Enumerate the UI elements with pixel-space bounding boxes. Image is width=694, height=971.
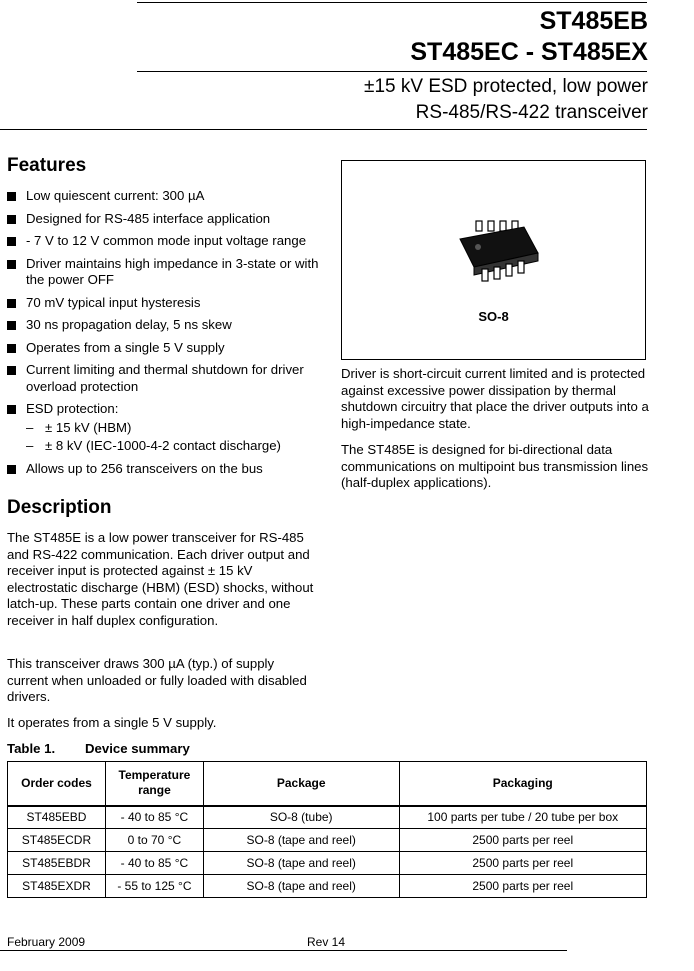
feature-subitem-text: ± 15 kV (HBM) bbox=[45, 419, 132, 435]
table-row bbox=[8, 806, 647, 829]
right-paragraph-2: The ST485E is designed for bi-directional data communications on multipoint bus transmission lines (half-duplex applications). bbox=[341, 442, 649, 490]
temperature-cell: 0 to 70 °C bbox=[105, 829, 203, 852]
square-bullet-icon bbox=[7, 321, 16, 330]
footer-date: February 2009 bbox=[7, 935, 86, 949]
header-top-rule bbox=[137, 2, 647, 3]
packaging-cell: 2500 parts per reel bbox=[399, 875, 647, 898]
package-cell: SO-8 (tape and reel) bbox=[203, 829, 399, 852]
square-bullet-icon bbox=[7, 366, 16, 375]
feature-text: Operates from a single 5 V supply bbox=[26, 339, 225, 355]
packaging-cell: 100 parts per tube / 20 tube per box bbox=[399, 806, 647, 829]
feature-text: Driver maintains high impedance in 3-state or with the power OFF bbox=[26, 255, 319, 287]
order-code-cell: ST485EXDR bbox=[8, 875, 106, 898]
description-paragraph-3: It operates from a single 5 V supply. bbox=[7, 715, 217, 730]
header-order-codes: Order codes bbox=[8, 762, 106, 806]
feature-text: 30 ns propagation delay, 5 ns skew bbox=[26, 317, 232, 332]
subtitle-line2: RS-485/RS-422 transceiver bbox=[415, 102, 648, 123]
feature-text: ESD protection: bbox=[26, 401, 119, 416]
table-caption bbox=[7, 741, 190, 756]
features-list bbox=[7, 188, 327, 483]
package-cell: SO-8 (tape and reel) bbox=[203, 852, 399, 875]
feature-subitem bbox=[26, 438, 327, 455]
so8-chip-icon bbox=[442, 217, 552, 287]
temperature-cell: - 40 to 85 °C bbox=[105, 852, 203, 875]
feature-item bbox=[7, 295, 327, 312]
feature-sublist bbox=[26, 420, 327, 455]
header-middle-rule bbox=[137, 71, 647, 72]
package-cell: SO-8 (tape and reel) bbox=[203, 875, 399, 898]
part-number-line2: ST485EC - ST485EX bbox=[410, 38, 648, 66]
feature-item bbox=[7, 340, 327, 357]
square-bullet-icon bbox=[7, 299, 16, 308]
table-caption-number: Table 1. bbox=[7, 741, 56, 756]
header-packaging: Packaging bbox=[399, 762, 647, 806]
packaging-cell: 2500 parts per reel bbox=[399, 829, 647, 852]
header-temperature-range: Temperature range bbox=[105, 762, 203, 806]
temperature-cell: - 55 to 125 °C bbox=[105, 875, 203, 898]
feature-item bbox=[7, 461, 327, 478]
feature-item bbox=[7, 188, 327, 205]
temperature-cell: - 40 to 85 °C bbox=[105, 806, 203, 829]
feature-subitem-text: ± 8 kV (IEC-1000-4-2 contact discharge) bbox=[45, 438, 281, 453]
square-bullet-icon bbox=[7, 344, 16, 353]
table-row bbox=[8, 829, 647, 852]
square-bullet-icon bbox=[7, 260, 16, 269]
square-bullet-icon bbox=[7, 215, 16, 224]
dash-bullet-icon: – bbox=[26, 438, 34, 453]
table-header-row bbox=[8, 762, 647, 806]
description-paragraph-2: This transceiver draws 300 µA (typ.) of supply current when unloaded or fully loaded with disabled drivers. bbox=[7, 656, 307, 704]
order-code-cell: ST485EBD bbox=[8, 806, 106, 829]
feature-text: - 7 V to 12 V common mode input voltage range bbox=[26, 233, 307, 248]
square-bullet-icon bbox=[7, 237, 16, 246]
packaging-cell: 2500 parts per reel bbox=[399, 852, 647, 875]
order-code-cell: ST485EBDR bbox=[8, 852, 106, 875]
feature-subitem bbox=[26, 420, 327, 437]
feature-item bbox=[7, 362, 327, 395]
table-row bbox=[8, 875, 647, 898]
device-summary-table bbox=[7, 761, 647, 898]
square-bullet-icon bbox=[7, 192, 16, 201]
subtitle-line1: ±15 kV ESD protected, low power bbox=[364, 76, 648, 97]
table-caption-title: Device summary bbox=[85, 741, 190, 756]
feature-item bbox=[7, 211, 327, 228]
header-package: Package bbox=[203, 762, 399, 806]
description-paragraph-1: The ST485E is a low power transceiver for RS-485 and RS-422 communication. Each driver output and receiver input is protected against ± 15 kV electrostatic discharge (HBM) (ESD) shocks, without latch-up. These parts contain one driver and one receiver in half duplex configuration. bbox=[7, 530, 314, 628]
feature-item bbox=[7, 317, 327, 334]
table-row bbox=[8, 852, 647, 875]
package-cell: SO-8 (tube) bbox=[203, 806, 399, 829]
feature-item bbox=[7, 233, 327, 250]
order-code-cell: ST485ECDR bbox=[8, 829, 106, 852]
square-bullet-icon bbox=[7, 405, 16, 414]
features-heading: Features bbox=[7, 155, 87, 176]
feature-item bbox=[7, 256, 327, 289]
feature-item bbox=[7, 401, 327, 455]
header-bottom-rule bbox=[0, 129, 647, 130]
right-paragraph-1: Driver is short-circuit current limited and is protected against excessive power dissipation by thermal shutdown circuitry that place the driver outputs into a high-impedance state. bbox=[341, 366, 649, 431]
feature-text: 70 mV typical input hysteresis bbox=[26, 294, 201, 310]
description-heading: Description bbox=[7, 497, 112, 518]
package-figure bbox=[341, 160, 646, 360]
feature-text: Designed for RS-485 interface application bbox=[26, 210, 271, 226]
feature-text: Allows up to 256 transceivers on the bus bbox=[26, 460, 263, 476]
dash-bullet-icon: – bbox=[26, 419, 34, 435]
footer-rule bbox=[0, 950, 567, 951]
part-number-line1: ST485EB bbox=[539, 7, 648, 35]
feature-text: Low quiescent current: 300 µA bbox=[26, 188, 205, 203]
footer-revision: Rev 14 bbox=[307, 935, 346, 949]
package-label: SO-8 bbox=[478, 309, 509, 324]
square-bullet-icon bbox=[7, 465, 16, 474]
feature-text: Current limiting and thermal shutdown for driver overload protection bbox=[26, 362, 304, 394]
